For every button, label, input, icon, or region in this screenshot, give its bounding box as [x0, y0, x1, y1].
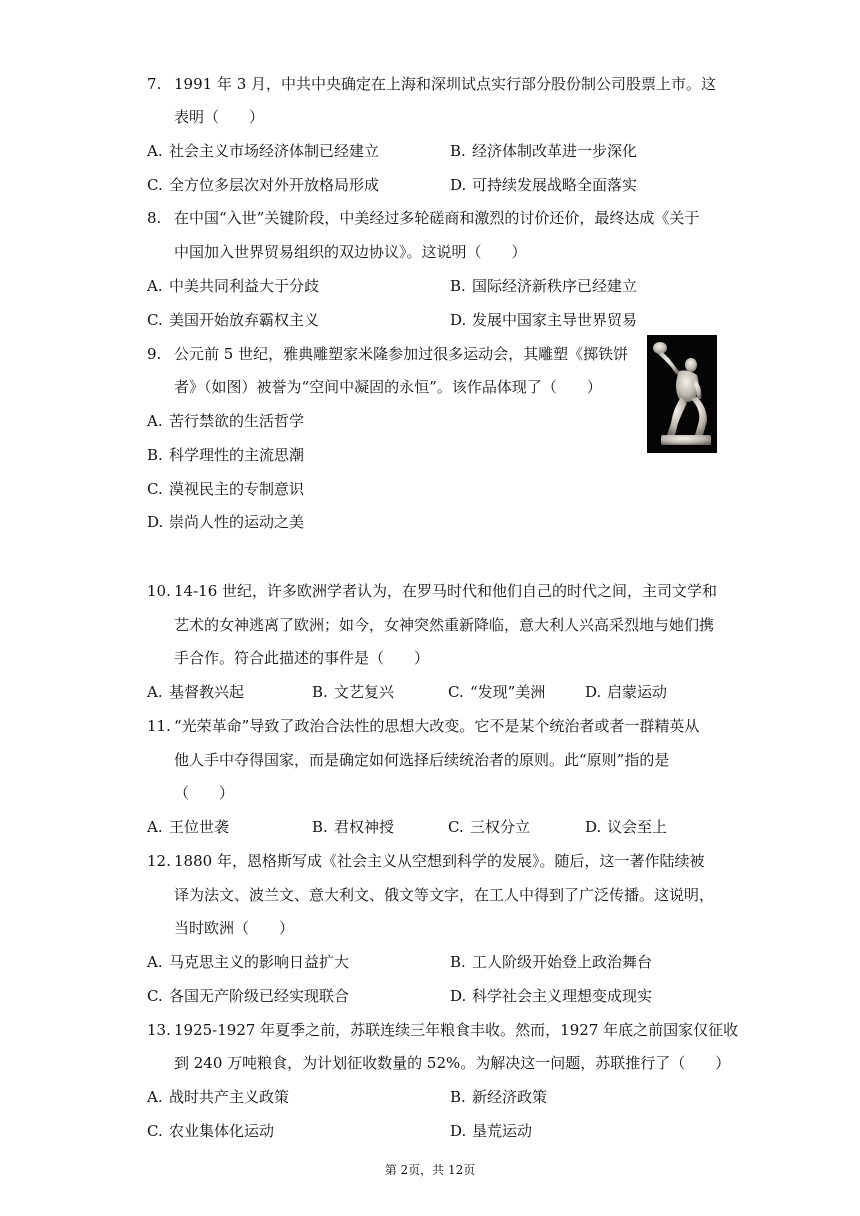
question-number: 13. — [147, 1021, 171, 1039]
question-10-option-c[interactable]: C. “发现”美洲 — [448, 683, 546, 701]
question-stem: 1925-1927 年夏季之前，苏联连续三年粮食丰收。然而，1927 年底之前国家仅征收 — [174, 1021, 739, 1039]
question-10-line-3: 手合作。符合此描述的事件是（ ） — [174, 649, 430, 667]
question-8-option-b[interactable]: B. 国际经济新秩序已经建立 — [450, 277, 638, 295]
question-10-line-1 — [147, 581, 717, 601]
question-stem: 14-16 世纪，许多欧洲学者认为，在罗马时代和他们自己的时代之间，主司文学和 — [174, 582, 718, 600]
question-11-line-1 — [147, 716, 699, 736]
page-footer: 第 2页，共 12页 — [384, 1163, 476, 1177]
question-10-option-a[interactable]: A. 基督教兴起 — [147, 683, 245, 701]
question-stem: “光荣革命”导致了政治合法性的思想大改变。它不是某个统治者或者一群精英从 — [174, 717, 700, 735]
question-11-line-3: （ ） — [174, 784, 235, 802]
question-8-option-d[interactable]: D. 发展中国家主导世界贸易 — [450, 311, 638, 329]
question-10-line-2: 艺术的女神逃离了欧洲；如今，女神突然重新降临，意大利人兴高采烈地与她们携 — [174, 616, 715, 634]
question-12-option-c[interactable]: C. 各国无产阶级已经实现联合 — [147, 987, 350, 1005]
question-9-line-2: 者》（如图）被誉为“空间中凝固的永恒”。该作品体现了（ ） — [174, 378, 602, 396]
question-7-option-c[interactable]: C. 全方位多层次对外开放格局形成 — [147, 176, 380, 194]
question-13-option-d[interactable]: D. 垦荒运动 — [450, 1122, 533, 1140]
question-12-line-2: 译为法文、波兰文、意大利文、俄文等文字，在工人中得到了广泛传播。这说明， — [174, 886, 715, 904]
question-11-line-2: 他人手中夺得国家，而是确定如何选择后续统治者的原则。此“原则”指的是 — [174, 751, 670, 769]
question-13-option-b[interactable]: B. 新经济政策 — [450, 1088, 548, 1106]
question-9-option-b[interactable]: B. 科学理性的主流思潮 — [147, 446, 305, 464]
question-9-option-c[interactable]: C. 漠视民主的专制意识 — [147, 480, 305, 498]
question-stem: 公元前 5 世纪，雅典雕塑家米隆参加过很多运动会，其雕塑《掷铁饼 — [174, 345, 629, 363]
question-11-option-b[interactable]: B. 君权神授 — [312, 818, 395, 836]
question-9-line-1 — [147, 344, 628, 364]
question-11-option-c[interactable]: C. 三权分立 — [448, 818, 531, 836]
question-12-option-d[interactable]: D. 科学社会主义理想变成现实 — [450, 987, 653, 1005]
discobolus-statue-icon — [647, 335, 717, 453]
question-7-option-d[interactable]: D. 可持续发展战略全面落实 — [450, 176, 638, 194]
question-7-line-2: 表明（ ） — [174, 108, 265, 126]
question-10-option-b[interactable]: B. 文艺复兴 — [312, 683, 395, 701]
question-7-line-1 — [147, 74, 716, 94]
question-stem: 1991 年 3 月，中共中央确定在上海和深圳试点实行部分股份制公司股票上市。这 — [174, 75, 717, 93]
question-8-option-a[interactable]: A. 中美共同利益大于分歧 — [147, 277, 320, 295]
question-stem: 1880 年，恩格斯写成《社会主义从空想到科学的发展》。随后，这一著作陆续被 — [174, 852, 705, 870]
question-11-option-a[interactable]: A. 王位世袭 — [147, 818, 230, 836]
discobolus-statue-photo — [647, 335, 717, 453]
question-number: 11. — [147, 717, 171, 735]
question-7-option-b[interactable]: B. 经济体制改革进一步深化 — [450, 142, 638, 160]
question-13-line-2: 到 240 万吨粮食，为计划征收数量的 52%。为解决这一问题，苏联推行了（ ） — [174, 1054, 731, 1072]
question-number: 12. — [147, 852, 171, 870]
question-9-option-a[interactable]: A. 苦行禁欲的生活哲学 — [147, 412, 305, 430]
question-9-option-d[interactable]: D. 崇尚人性的运动之美 — [147, 513, 305, 531]
question-8-line-2: 中国加入世界贸易组织的双边协议》。这说明（ ） — [174, 243, 527, 261]
question-12-option-a[interactable]: A. 马克思主义的影响日益扩大 — [147, 953, 350, 971]
question-13-option-a[interactable]: A. 战时共产主义政策 — [147, 1088, 290, 1106]
question-10-option-d[interactable]: D. 启蒙运动 — [585, 683, 668, 701]
question-13-line-1 — [147, 1020, 738, 1040]
question-8-line-1 — [147, 208, 699, 228]
question-number: 7. — [147, 75, 162, 93]
question-number: 8. — [147, 209, 162, 227]
question-12-option-b[interactable]: B. 工人阶级开始登上政治舞台 — [450, 953, 653, 971]
question-11-option-d[interactable]: D. 议会至上 — [585, 818, 668, 836]
question-number: 9. — [147, 345, 162, 363]
question-stem: 在中国“入世”关键阶段，中美经过多轮磋商和激烈的讨价还价，最终达成《关于 — [174, 209, 700, 227]
question-8-option-c[interactable]: C. 美国开始放弃霸权主义 — [147, 311, 320, 329]
question-12-line-1 — [147, 851, 704, 871]
question-12-line-3: 当时欧洲（ ） — [174, 919, 295, 937]
question-7-option-a[interactable]: A. 社会主义市场经济体制已经建立 — [147, 142, 380, 160]
question-13-option-c[interactable]: C. 农业集体化运动 — [147, 1122, 275, 1140]
question-number: 10. — [147, 582, 171, 600]
